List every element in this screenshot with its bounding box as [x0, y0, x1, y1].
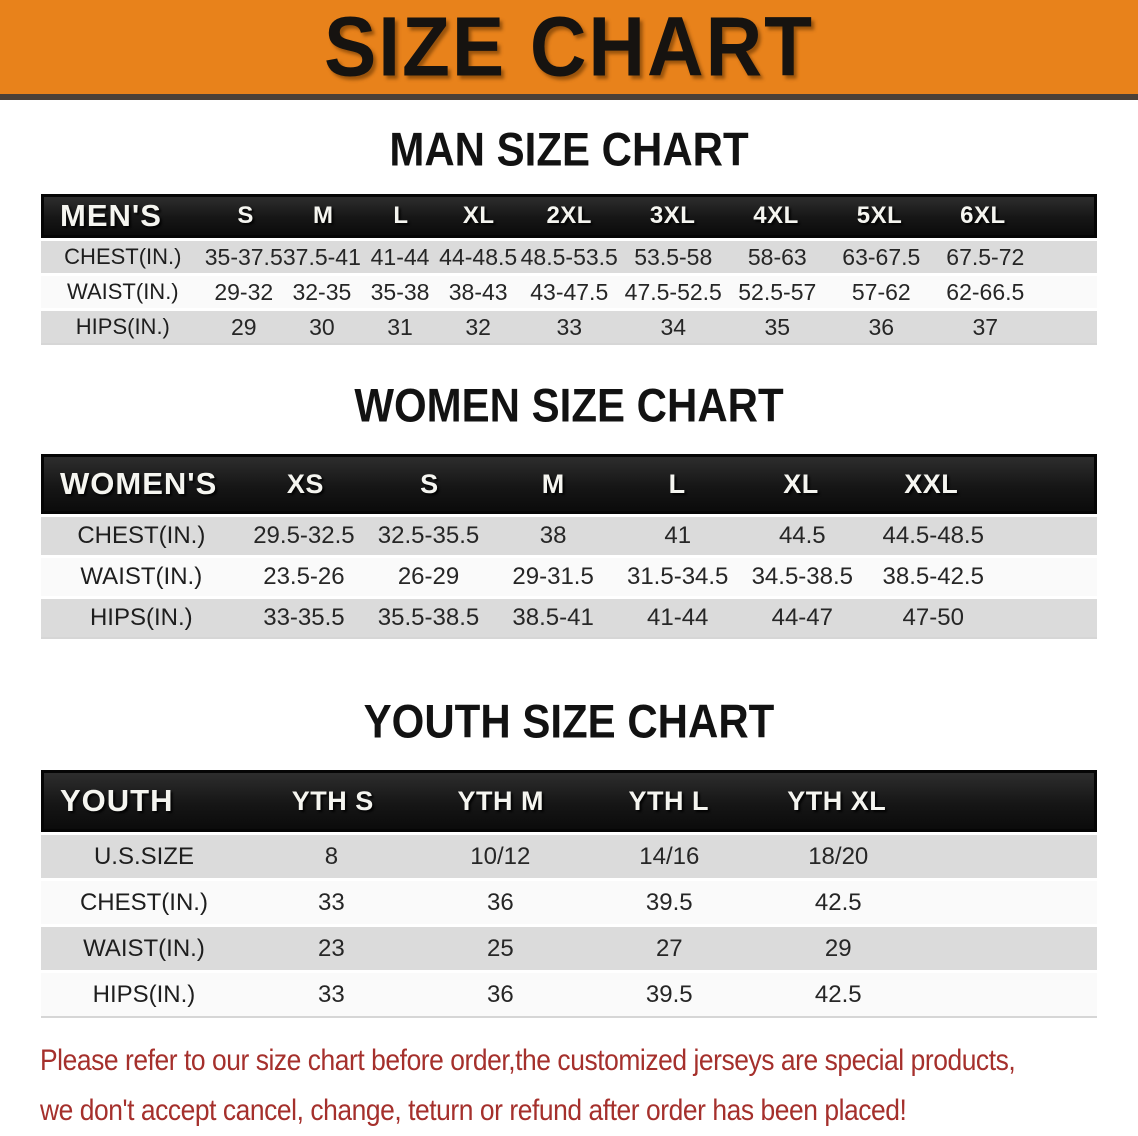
size-cell: 38 [539, 522, 567, 549]
men-header-cell: XL [462, 202, 495, 229]
table-row [41, 555, 1097, 596]
size-cell: 23.5-26 [263, 563, 345, 590]
size-cell: 33 [556, 313, 583, 340]
size-cell: 44-47 [771, 604, 833, 631]
size-cell: 14/16 [639, 842, 700, 870]
youth-header-cell: YTH L [628, 785, 709, 816]
women-header-cell: M [541, 468, 565, 499]
size-cell: 42.5 [814, 888, 862, 916]
size-cell: 67.5-72 [946, 243, 1025, 270]
size-cell: 52.5-57 [738, 278, 817, 305]
size-cell: 44.5 [778, 522, 826, 549]
size-cell: 25 [486, 934, 514, 962]
disclaimer-line-1: Please refer to our size chart before order,the customized jerseys are special products, [40, 1044, 1016, 1077]
row-label: CHEST(IN.) [77, 522, 206, 549]
size-cell: 33-35.5 [263, 604, 345, 631]
row-label: CHEST(IN.) [79, 888, 208, 916]
row-label: HIPS(IN.) [75, 314, 170, 339]
size-cell: 26-29 [397, 563, 460, 590]
youth-size-table [41, 770, 1097, 1018]
size-cell: 35-37.5 [204, 243, 283, 270]
youth-header-cell: YOUTH [60, 783, 174, 818]
size-cell: 41-44 [370, 243, 430, 270]
table-row [41, 970, 1097, 1016]
size-cell: 38.5-42.5 [882, 563, 984, 590]
row-label: U.S.SIZE [93, 842, 194, 870]
row-label: WAIST(IN.) [67, 279, 179, 304]
table-row [41, 514, 1097, 555]
row-label: WAIST(IN.) [80, 563, 203, 590]
size-cell: 48.5-53.5 [520, 243, 618, 270]
men-size-table [41, 194, 1097, 345]
size-cell: 18/20 [808, 842, 869, 870]
women-header-cell: S [420, 468, 439, 499]
size-cell: 41 [664, 522, 692, 549]
table-row [41, 878, 1097, 924]
size-cell: 63-67.5 [842, 243, 921, 270]
size-cell: 58-63 [747, 243, 807, 270]
size-cell: 10/12 [470, 842, 531, 870]
size-cell: 8 [324, 842, 339, 870]
size-cell: 33 [318, 980, 345, 1008]
size-cell: 37.5-41 [282, 243, 361, 270]
women-section-heading: WOMEN SIZE CHART [354, 379, 784, 432]
men-header-cell: 5XL [856, 202, 903, 229]
size-cell: 47.5-52.5 [624, 278, 722, 305]
men-header-cell: M [313, 202, 334, 229]
youth-section-heading: YOUTH SIZE CHART [363, 695, 775, 748]
size-cell: 39.5 [645, 888, 693, 916]
men-table-header-row [41, 194, 1097, 238]
men-header-cell: 6XL [960, 202, 1006, 229]
size-cell: 34.5-38.5 [751, 563, 853, 590]
size-cell: 53.5-58 [634, 243, 713, 270]
table-row [41, 238, 1097, 273]
men-header-cell: S [237, 202, 254, 229]
row-label: HIPS(IN.) [89, 604, 193, 631]
women-header-cell: WOMEN'S [60, 466, 218, 501]
women-table-header-row [41, 454, 1097, 514]
size-cell: 41-44 [647, 604, 709, 631]
size-cell: 38-43 [448, 278, 508, 305]
men-header-cell: 3XL [649, 202, 696, 229]
size-cell: 29-31.5 [512, 563, 594, 590]
size-cell: 23 [318, 934, 345, 962]
size-cell: 38.5-41 [512, 604, 594, 631]
youth-table-header-row [41, 770, 1097, 832]
table-row [41, 308, 1097, 343]
banner-title: SIZE CHART [324, 0, 814, 94]
size-cell: 47-50 [902, 604, 964, 631]
size-cell: 30 [309, 313, 335, 340]
youth-header-cell: YTH M [457, 785, 544, 816]
table-row [41, 832, 1097, 878]
women-header-cell: XS [286, 468, 324, 499]
disclaimer-line-2: we don't accept cancel, change, teturn or refund after order has been placed! [40, 1094, 907, 1127]
size-cell: 62-66.5 [946, 278, 1025, 305]
size-cell: 39.5 [645, 980, 693, 1008]
size-cell: 34 [660, 313, 687, 340]
size-cell: 29 [230, 313, 257, 340]
table-row [41, 273, 1097, 308]
men-header-cell: 4XL [753, 202, 799, 229]
size-cell: 44.5-48.5 [882, 522, 984, 549]
size-cell: 29-32 [214, 278, 274, 305]
size-cell: 32.5-35.5 [377, 522, 480, 549]
men-section-heading: MAN SIZE CHART [389, 123, 749, 176]
women-header-cell: L [668, 468, 686, 499]
size-cell: 29.5-32.5 [253, 522, 355, 549]
size-cell: 29 [824, 934, 852, 962]
size-cell: 31 [387, 313, 413, 340]
size-cell: 36 [868, 313, 895, 340]
row-label: CHEST(IN.) [64, 244, 182, 269]
size-cell: 44-48.5 [439, 243, 518, 270]
youth-header-cell: YTH S [291, 785, 374, 816]
men-header-cell: MEN'S [60, 198, 162, 233]
men-header-cell: 2XL [546, 202, 592, 229]
size-cell: 35 [764, 313, 791, 340]
disclaimer-text [40, 1036, 1138, 1136]
row-label: WAIST(IN.) [83, 934, 205, 962]
size-cell: 31.5-34.5 [626, 563, 729, 590]
size-cell: 32 [465, 313, 491, 340]
size-cell: 57-62 [851, 278, 911, 305]
row-label: HIPS(IN.) [92, 980, 196, 1008]
table-row [41, 596, 1097, 637]
size-cell: 33 [318, 888, 345, 916]
size-cell: 43-47.5 [530, 278, 609, 305]
women-size-table [41, 454, 1097, 639]
size-cell: 35-38 [370, 278, 430, 305]
women-header-cell: XXL [904, 468, 959, 499]
size-cell: 35.5-38.5 [377, 604, 480, 631]
size-cell: 36 [486, 888, 514, 916]
size-chart-banner [0, 0, 1138, 100]
table-row [41, 924, 1097, 970]
size-cell: 37 [972, 313, 999, 340]
women-header-cell: XL [783, 468, 819, 499]
size-cell: 32-35 [292, 278, 352, 305]
size-cell: 36 [486, 980, 514, 1008]
youth-header-cell: YTH XL [787, 785, 887, 816]
size-cell: 42.5 [814, 980, 862, 1008]
men-header-cell: L [393, 202, 409, 229]
size-cell: 27 [655, 934, 683, 962]
